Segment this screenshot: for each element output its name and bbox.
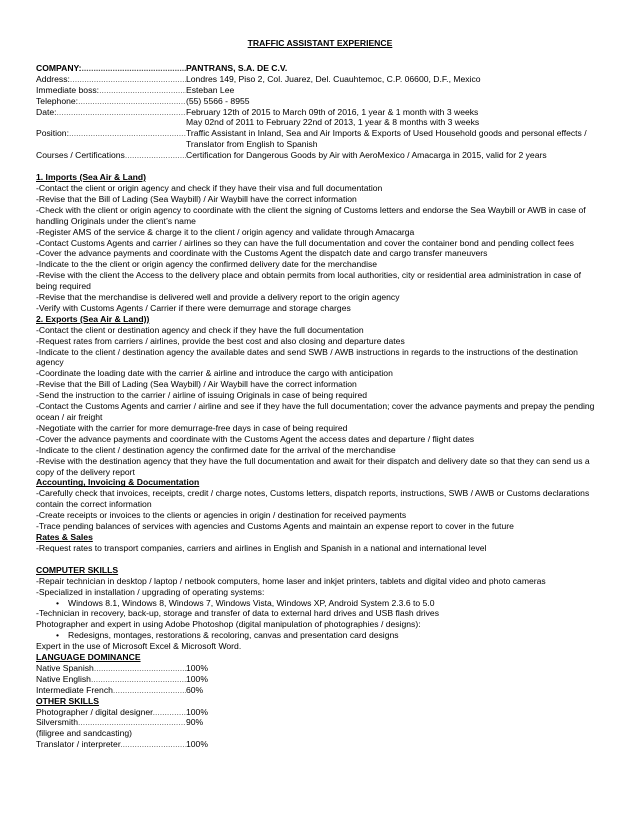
kv-label-text: (filigree and sandcasting) bbox=[36, 728, 133, 739]
imports-heading: 1. Imports (Sea Air & Land) bbox=[36, 172, 146, 183]
text-line: -Request rates to transport companies, carriers and airlines in English and Spanish in a national and international level bbox=[36, 542, 487, 553]
kv-label-text: Native Spanish bbox=[36, 662, 94, 673]
kv-label-text: Date: bbox=[36, 106, 57, 117]
kv-row bbox=[36, 674, 604, 685]
kv-value: 100% bbox=[186, 706, 208, 717]
computer-lines-c bbox=[36, 641, 604, 652]
exports-section bbox=[36, 314, 604, 478]
text-line: -Request rates from carriers / airlines, provide the best cost and also closing and departure dates bbox=[36, 335, 405, 346]
kv-label bbox=[36, 74, 186, 85]
kv-label bbox=[36, 674, 186, 685]
kv-label bbox=[36, 107, 186, 129]
kv-label bbox=[36, 128, 186, 150]
computer-lines-b bbox=[36, 608, 604, 630]
language-heading: LANGUAGE DOMINANCE bbox=[36, 652, 141, 663]
rates-heading: Rates & Sales bbox=[36, 531, 93, 542]
kv-label-text: Position: bbox=[36, 128, 69, 139]
kv-value: (55) 5566 - 8955 bbox=[186, 95, 250, 106]
kv-row bbox=[36, 74, 604, 85]
kv-label-text: Silversmith bbox=[36, 717, 79, 728]
text-line: -Verify with Customs Agents / Carrier if there were demurrage and storage charges bbox=[36, 302, 351, 313]
kv-row bbox=[36, 663, 604, 674]
kv-value: Certification for Dangerous Goods by Air with AeroMexico / Amacarga in 2015, valid for 2 years bbox=[186, 150, 547, 161]
text-line: -Register AMS of the service & charge it to the client / origin agency and validate through Amacarga bbox=[36, 226, 415, 237]
kv-label bbox=[36, 728, 186, 739]
kv-row bbox=[36, 128, 604, 150]
text-line: -Technician in recovery, back-up, storage and transfer of data to external hard drives and USB flash drives bbox=[36, 608, 439, 619]
text-line: -Check with the client or origin agency to coordinate with the client the signing of Customs letters and endorse the Sea Waybill or AWB in case of handling Originals under the client’s name bbox=[36, 204, 586, 226]
text-line: -Revise that the Bill of Lading (Sea Waybill) / Air Waybill have the correct information bbox=[36, 193, 357, 204]
text-line: -Contact Customs Agents and carrier / airlines so they can have the full documentation and cover the container bond and pending collect fees bbox=[36, 237, 574, 248]
language-items bbox=[36, 663, 604, 696]
text-line: -Cover the advance payments and coordinate with the Customs Agent the dispatch date and cargo transfer maneuvers bbox=[36, 248, 488, 259]
rates-lines bbox=[36, 543, 604, 554]
kv-value: 100% bbox=[186, 739, 208, 750]
accounting-section bbox=[36, 477, 604, 532]
text-line: -Cover the advance payments and coordinate with the Customs Agent the access dates and departure / flight dates bbox=[36, 433, 475, 444]
text-line: -Trace pending balances of services with agencies and Customs Agents and maintain an expense report to cover in the future bbox=[36, 521, 514, 532]
other-items bbox=[36, 707, 604, 751]
kv-row bbox=[36, 707, 604, 718]
kv-value: Traffic Assistant in Inland, Sea and Air Imports & Exports of Used Household goods and personal effects / Translator from English to Spanish bbox=[186, 128, 587, 150]
page-title: TRAFFIC ASSISTANT EXPERIENCE bbox=[247, 38, 393, 48]
spacer bbox=[36, 161, 604, 172]
text-line: -Send the instruction to the carrier / airline of issuing Originals in case of being required bbox=[36, 390, 368, 401]
imports-lines bbox=[36, 183, 604, 314]
kv-row bbox=[36, 85, 604, 96]
text-line: -Revise with the client the Access to the delivery place and obtain permits from local authorities, city or residential area administration in case of being required bbox=[36, 270, 582, 292]
design-bullet: • Redesigns, montages, restorations & recoloring, canvas and presentation card designs bbox=[68, 630, 604, 641]
kv-value: 90% bbox=[186, 717, 204, 728]
kv-label-text: Intermediate French bbox=[36, 684, 113, 695]
company-info bbox=[36, 63, 604, 161]
kv-label bbox=[36, 85, 186, 96]
os-bullet: • Windows 8.1, Windows 8, Windows 7, Windows Vista, Windows XP, Android System 2.3.6 to 5.0 bbox=[68, 598, 604, 609]
kv-row bbox=[36, 717, 604, 728]
text-line: Expert in the use of Microsoft Excel & Microsoft Word. bbox=[36, 641, 242, 652]
text-line: -Specialized in installation / upgrading of operating systems: bbox=[36, 586, 265, 597]
kv-label-text: Translator / interpreter bbox=[36, 739, 121, 750]
kv-label bbox=[36, 707, 186, 718]
kv-value: 60% bbox=[186, 684, 204, 695]
accounting-lines bbox=[36, 488, 604, 532]
kv-label bbox=[36, 96, 186, 107]
text-line: -Indicate to the the client or origin agency the confirmed delivery date for the merchandise bbox=[36, 259, 378, 270]
text-line: -Contact the client or origin agency and check if they have their visa and full documentation bbox=[36, 182, 383, 193]
text-line: -Indicate to the client / destination agency the confirmed date for the arrival of the merchandise bbox=[36, 444, 396, 455]
spacer bbox=[36, 554, 604, 565]
kv-label-text: COMPANY: bbox=[36, 62, 82, 73]
kv-label-text: Photographer / digital designer bbox=[36, 706, 153, 717]
text-line: -Repair technician in desktop / laptop / netbook computers, home laser and inkjet printers, tablets and digital video and photo cameras bbox=[36, 575, 546, 586]
computer-bullets-a bbox=[36, 598, 604, 609]
kv-label-text: Telephone: bbox=[36, 95, 79, 106]
kv-value: PANTRANS, S.A. DE C.V. bbox=[186, 62, 288, 73]
kv-row bbox=[36, 107, 604, 129]
text-line: -Negotiate with the carrier for more demurrage-free days in case of being required bbox=[36, 422, 348, 433]
kv-label bbox=[36, 663, 186, 674]
text-line: -Contact the client or destination agency and check if they have the full documentation bbox=[36, 324, 364, 335]
computer-lines-a bbox=[36, 576, 604, 598]
accounting-heading: Accounting, Invoicing & Documentation bbox=[36, 477, 200, 488]
text-line: -Revise that the Bill of Lading (Sea Waybill) / Air Waybill have the correct information bbox=[36, 379, 357, 390]
text-line: -Contact the Customs Agents and carrier / airline and see if they have the full documentation; cover the advance payments and prepay the pending ocean / air freight bbox=[36, 401, 595, 422]
kv-value: February 12th of 2015 to March 09th of 2016, 1 year & 1 month with 3 weeks May 02nd of 2011 to February 22nd of 2013, 1 year & 8 months with 3 weeks bbox=[186, 106, 480, 128]
other-section bbox=[36, 696, 604, 751]
kv-label-text: Immediate boss: bbox=[36, 84, 100, 95]
text-line: -Revise that the merchandise is delivered well and provide a delivery report to the origin agency bbox=[36, 292, 400, 303]
kv-label-text: Native English bbox=[36, 673, 91, 684]
kv-row bbox=[36, 739, 604, 750]
kv-row bbox=[36, 150, 604, 161]
kv-label-text: Courses / Certifications bbox=[36, 150, 125, 161]
kv-row bbox=[36, 685, 604, 696]
kv-label bbox=[36, 685, 186, 696]
kv-value: 100% bbox=[186, 673, 208, 684]
kv-label bbox=[36, 63, 186, 74]
text-line: -Coordinate the loading date with the carrier & airline and introduce the cargo with anticipation bbox=[36, 368, 393, 379]
computer-section bbox=[36, 565, 604, 652]
language-section bbox=[36, 652, 604, 696]
text-line: -Carefully check that invoices, receipts, credit / charge notes, Customs letters, dispatch reports, instructions, SWB / AWB or Customs declarations contain the correct information bbox=[36, 488, 590, 510]
kv-label bbox=[36, 150, 186, 161]
kv-value: Esteban Lee bbox=[186, 84, 235, 95]
kv-label bbox=[36, 717, 186, 728]
text-line: -Revise with the destination agency that they have the full documentation and await for their dispatch and delivery date so that they can send us a copy of the delivery report bbox=[36, 455, 590, 477]
kv-row bbox=[36, 728, 604, 739]
kv-row bbox=[36, 63, 604, 74]
exports-lines bbox=[36, 325, 604, 478]
text-line: Photographer and expert in using Adobe Photoshop (digital manipulation of photographies / designs): bbox=[36, 619, 421, 630]
computer-bullets-b bbox=[36, 630, 604, 641]
imports-section bbox=[36, 172, 604, 314]
kv-label bbox=[36, 739, 186, 750]
text-line: -Indicate to the client / destination agency the available dates and send SWB / AWB instructions in regards to the instructions of the destination agency bbox=[36, 346, 578, 368]
text-line: -Create receipts or invoices to the clients or agencies in origin / destination for received payments bbox=[36, 510, 407, 521]
kv-value: 100% bbox=[186, 662, 208, 673]
computer-heading: COMPUTER SKILLS bbox=[36, 564, 119, 575]
kv-label-text: Address: bbox=[36, 73, 70, 84]
exports-heading: 2. Exports (Sea Air & Land)) bbox=[36, 313, 150, 324]
other-heading: OTHER SKILLS bbox=[36, 695, 100, 706]
kv-row bbox=[36, 96, 604, 107]
kv-value: Londres 149, Piso 2, Col. Juarez, Del. Cuauhtemoc, C.P. 06600, D.F., Mexico bbox=[186, 73, 481, 84]
rates-section bbox=[36, 532, 604, 554]
